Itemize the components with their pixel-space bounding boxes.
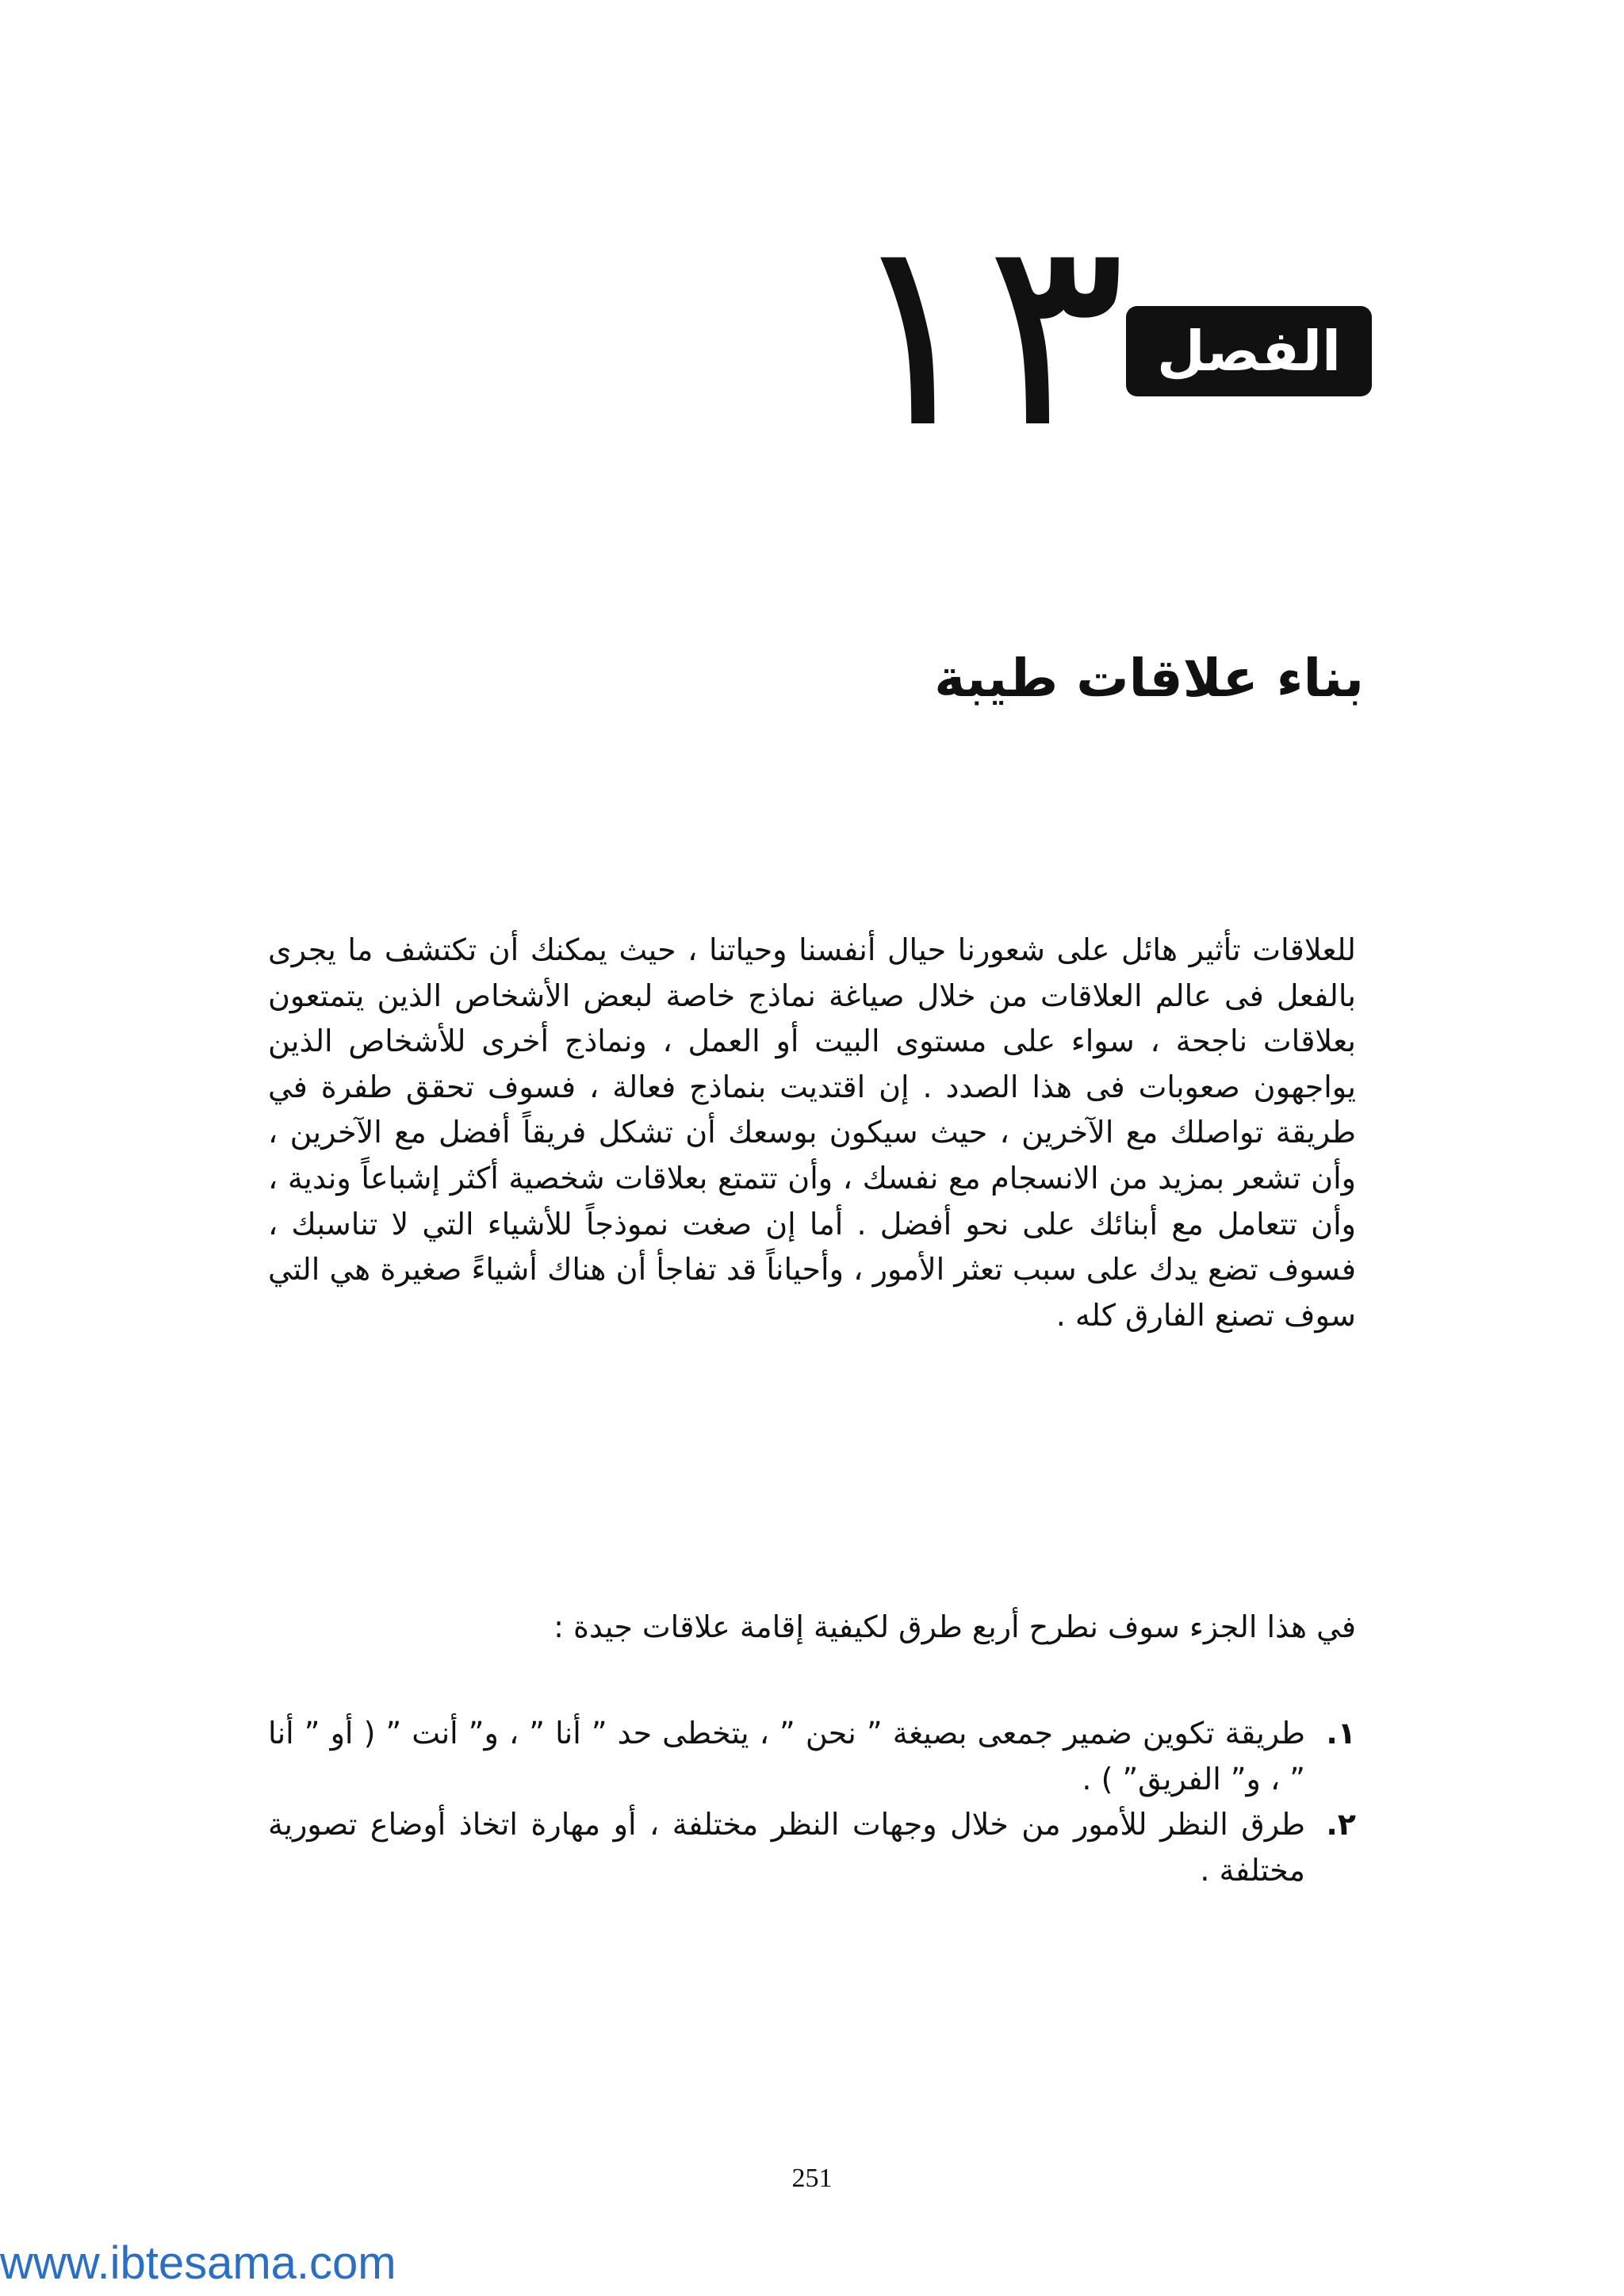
intro-paragraph: للعلاقات تأثير هائل على شعورنا حيال أنفسنا وحياتنا ، حيث يمكنك أن تكتشف ما يجرى بالفعل فى عالم العلاقات من خلال صياغة نماذج خاصة لبعض الأشخاص الذين يتمتعون بعلاقات ناجحة ، سواء على مستوى البيت أو العمل ، ونماذج أخرى للأشخاص الذين يواجهون صعوبات فى هذا الصدد . إن اقتديت بنماذج فعالة ، فسوف تحقق طفرة في طريقة تواصلك مع الآخرين ، حيث سيكون بوسعك أن تشكل فريقاً أفضل مع الآخرين ، وأن تشعر بمزيد من الانسجام مع نفسك ، وأن تتمتع بعلاقات شخصية أكثر إشباعاً وندية ، وأن تتعامل مع أبنائك على نحو أفضل . أما إن صغت نموذجاً للأشياء التي لا تناسبك ، فسوف تضع يدك على سبب تعثر الأمور ، وأحياناً قد تفاجأ أن هناك أشياءً صغيرة هي التي سوف تصنع الفارق كله . [268, 932, 1356, 1333]
ways-list [268, 1711, 1356, 1893]
list-item [268, 1711, 1356, 1802]
list-item-number: ١. [1326, 1716, 1356, 1751]
list-item-text: طرق النظر للأمور من خلال وجهات النظر مختلفة ، أو مهارة اتخاذ أوضاع تصورية مختلفة . [268, 1807, 1305, 1888]
lead-paragraph: في هذا الجزء سوف نطرح أربع طرق لكيفية إقامة علاقات جيدة : [553, 1609, 1356, 1644]
list-item-text: طريقة تكوين ضمير جمعى بصيغة ” نحن ” ، يتخطى حد ” أنا ” ، و” أنت ” ( أو ” أنا ” ، و” الفريق” ) . [268, 1716, 1305, 1797]
chapter-number: ١٣ [845, 181, 1126, 485]
list-item [268, 1802, 1356, 1893]
page-number: 251 [791, 2164, 833, 2193]
watermark-link[interactable]: www.ibtesama.com [0, 2237, 396, 2289]
chapter-badge [1126, 306, 1372, 396]
chapter-badge-label: الفصل [1156, 319, 1342, 384]
list-item-number: ٢. [1326, 1807, 1356, 1843]
chapter-title: بناء علاقات طيبة [934, 648, 1364, 710]
